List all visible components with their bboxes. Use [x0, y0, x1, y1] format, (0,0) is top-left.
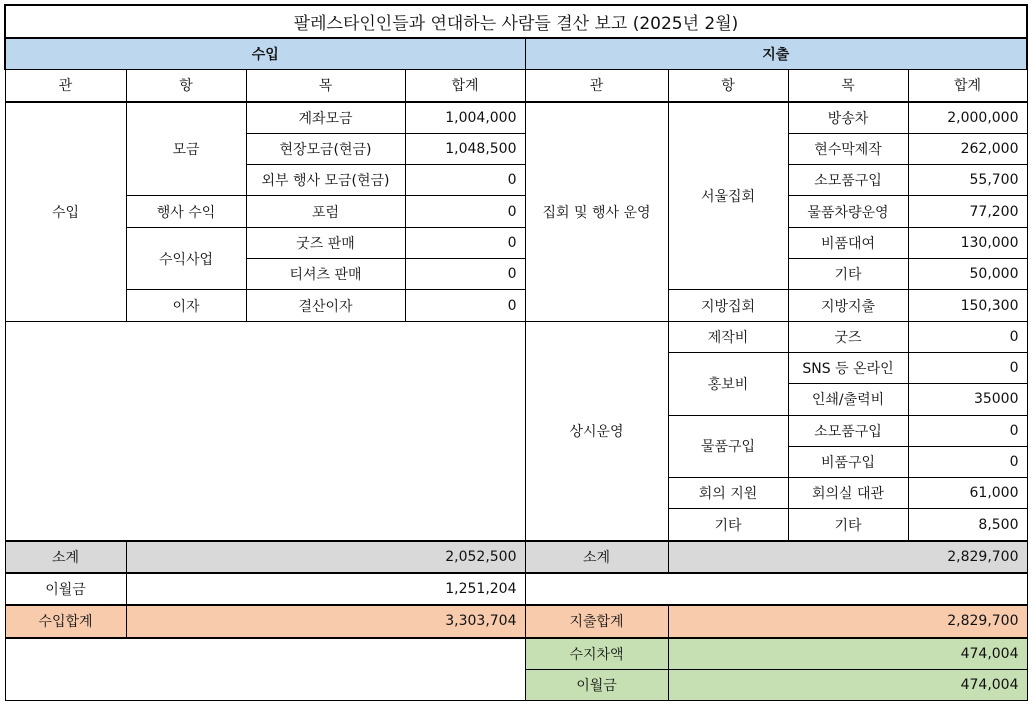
- income-amount: 1,004,000: [405, 102, 525, 134]
- expense-hang: 물품구입: [668, 415, 788, 478]
- next-carry-label: 이월금: [525, 669, 668, 700]
- expense-amount: 35000: [908, 384, 1027, 415]
- income-mok: 굿즈 판매: [246, 227, 405, 258]
- expense-mok: 기타: [788, 509, 908, 541]
- col-header-hang: 항: [668, 70, 788, 102]
- report-title: 팔레스타인인들과 연대하는 사람들 결산 보고 (2025년 2월): [5, 5, 1027, 38]
- expense-hang: 서울집회: [668, 102, 788, 290]
- table-row: [5, 290, 1027, 321]
- next-carry-value: 474,004: [668, 669, 1027, 700]
- income-amount: 1,048,500: [405, 133, 525, 164]
- col-header-gwan: 관: [5, 70, 126, 102]
- expense-mok: 비품구입: [788, 446, 908, 477]
- expense-amount: 77,200: [908, 196, 1027, 227]
- income-gwan: 수입: [5, 102, 126, 322]
- carryover-row: [5, 573, 1027, 605]
- expense-subtotal-label: 소계: [525, 541, 668, 573]
- income-mok: 포럼: [246, 196, 405, 227]
- income-carry-label: 이월금: [5, 573, 126, 605]
- expense-amount: 61,000: [908, 478, 1027, 509]
- expense-mok: 소모품구입: [788, 165, 908, 196]
- income-hang: 수익사업: [126, 227, 246, 290]
- table-row: [5, 227, 1027, 258]
- expense-mok: 회의실 대관: [788, 478, 908, 509]
- balance-label: 수지차액: [525, 638, 668, 670]
- expense-mok: 방송차: [788, 102, 908, 134]
- income-total-label: 수입합계: [5, 605, 126, 637]
- income-amount: 0: [405, 196, 525, 227]
- expense-hang: 기타: [668, 509, 788, 541]
- income-amount: 0: [405, 259, 525, 290]
- expense-section-header: 지출: [525, 38, 1027, 70]
- income-amount: 0: [405, 290, 525, 321]
- expense-mok: 비품대여: [788, 227, 908, 258]
- expense-total-label: 지출합계: [525, 605, 668, 637]
- income-hang: 모금: [126, 102, 246, 196]
- budget-report-table: [4, 4, 1028, 701]
- expense-amount: 150,300: [908, 290, 1027, 321]
- income-amount: 0: [405, 165, 525, 196]
- expense-mok: 인쇄/출력비: [788, 384, 908, 415]
- expense-total-value: 2,829,700: [668, 605, 1027, 637]
- col-header-mok: 목: [788, 70, 908, 102]
- expense-amount: 0: [908, 415, 1027, 446]
- income-amount: 0: [405, 227, 525, 258]
- expense-amount: 130,000: [908, 227, 1027, 258]
- expense-amount: 262,000: [908, 133, 1027, 164]
- expense-mok: 소모품구입: [788, 415, 908, 446]
- expense-amount: 0: [908, 321, 1027, 352]
- income-empty-area: [5, 321, 525, 541]
- col-header-total: 합계: [405, 70, 525, 102]
- expense-mok: 현수막제작: [788, 133, 908, 164]
- expense-hang: 지방집회: [668, 290, 788, 321]
- table-row: [5, 321, 1027, 352]
- income-mok: 결산이자: [246, 290, 405, 321]
- expense-carry-empty: [525, 573, 1027, 605]
- income-total-value: 3,303,704: [126, 605, 525, 637]
- expense-mok: 굿즈: [788, 321, 908, 352]
- expense-amount: 55,700: [908, 165, 1027, 196]
- expense-mok: 지방지출: [788, 290, 908, 321]
- income-mok: 계좌모금: [246, 102, 405, 134]
- subtotal-row: [5, 541, 1027, 573]
- income-hang: 행사 수익: [126, 196, 246, 227]
- expense-mok: 기타: [788, 259, 908, 290]
- expense-gwan: 집회 및 행사 운영: [525, 102, 668, 322]
- table-row: [5, 102, 1027, 134]
- expense-hang: 회의 지원: [668, 478, 788, 509]
- income-section-header: 수입: [5, 38, 525, 70]
- col-header-total: 합계: [908, 70, 1027, 102]
- balance-value: 474,004: [668, 638, 1027, 670]
- expense-amount: 8,500: [908, 509, 1027, 541]
- col-header-gwan: 관: [525, 70, 668, 102]
- expense-amount: 0: [908, 446, 1027, 477]
- expense-amount: 2,000,000: [908, 102, 1027, 134]
- expense-hang: 제작비: [668, 321, 788, 352]
- expense-hang: 홍보비: [668, 352, 788, 415]
- expense-gwan: 상시운영: [525, 321, 668, 541]
- col-header-mok: 목: [246, 70, 405, 102]
- table-row: [5, 196, 1027, 227]
- col-header-hang: 항: [126, 70, 246, 102]
- income-hang: 이자: [126, 290, 246, 321]
- total-row: [5, 605, 1027, 637]
- expense-subtotal-value: 2,829,700: [668, 541, 1027, 573]
- income-mok: 외부 행사 모금(현금): [246, 165, 405, 196]
- income-footer-empty: [5, 638, 525, 701]
- income-mok: 현장모금(현금): [246, 133, 405, 164]
- income-subtotal-label: 소계: [5, 541, 126, 573]
- balance-row: [5, 638, 1027, 670]
- expense-mok: 물품차량운영: [788, 196, 908, 227]
- expense-amount: 0: [908, 352, 1027, 383]
- income-mok: 티셔츠 판매: [246, 259, 405, 290]
- expense-mok: SNS 등 온라인: [788, 352, 908, 383]
- expense-amount: 50,000: [908, 259, 1027, 290]
- income-carry-value: 1,251,204: [126, 573, 525, 605]
- income-subtotal-value: 2,052,500: [126, 541, 525, 573]
